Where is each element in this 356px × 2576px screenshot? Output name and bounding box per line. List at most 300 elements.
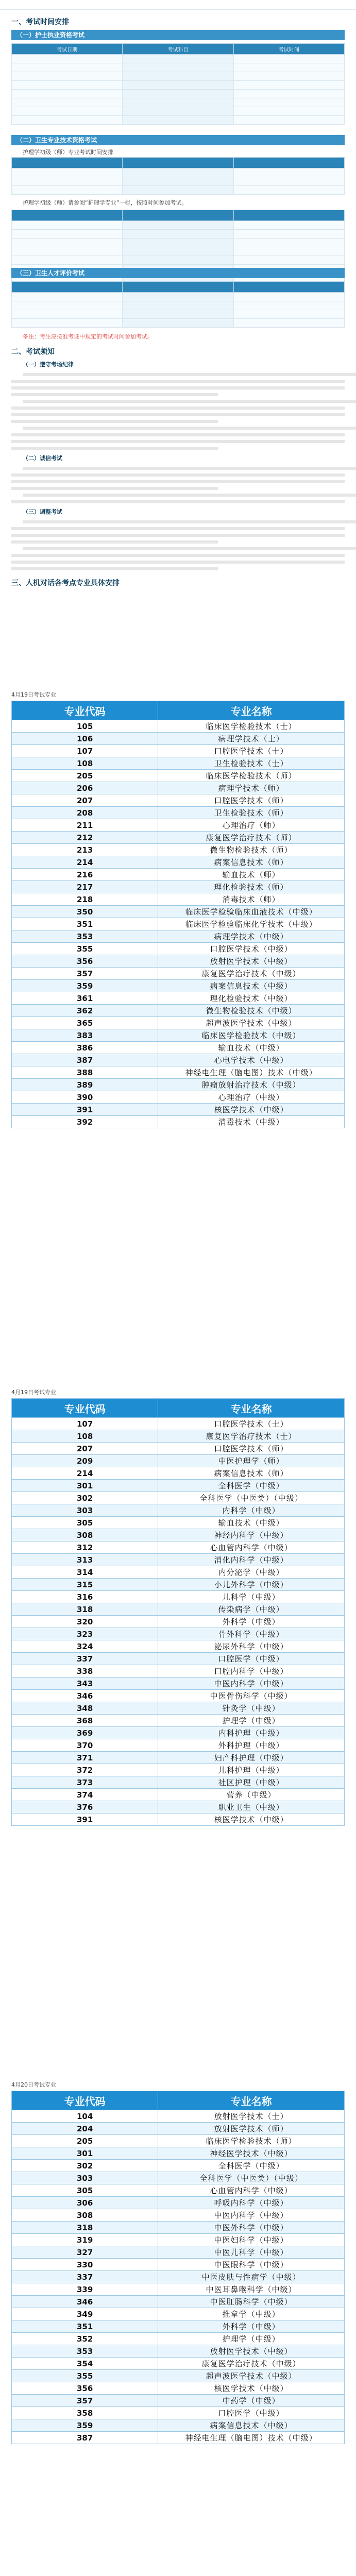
schedule-row [12, 256, 345, 265]
group-caption: 4月19日考试专业 [11, 691, 56, 698]
major-row [12, 1554, 345, 1566]
major-code: 362 [12, 1005, 158, 1017]
major-name: 泌尿外科学（中级） [158, 1640, 345, 1653]
schedule-cell [233, 98, 344, 107]
text-line [11, 447, 218, 450]
major-row [12, 943, 345, 955]
text-line [11, 420, 218, 423]
major-code: 348 [12, 1702, 158, 1715]
major-name: 消化内科学（中级） [158, 1554, 345, 1566]
major-row [12, 906, 345, 918]
major-row [12, 720, 345, 733]
major-row [12, 2432, 345, 2444]
major-row [12, 930, 345, 943]
schedule-cell [123, 230, 233, 239]
major-row [12, 2382, 345, 2395]
schedule-cell [233, 239, 344, 247]
major-code: 302 [12, 1492, 158, 1504]
text-line [23, 494, 356, 497]
major-code: 301 [12, 1480, 158, 1492]
major-name: 放射医学技术（师） [158, 2123, 345, 2135]
schedule-cell [123, 319, 233, 328]
exam-time-section [11, 16, 345, 27]
major-name: 中医护理学（师） [158, 1455, 345, 1467]
major-code: 207 [12, 1443, 158, 1455]
major-row [12, 1504, 345, 1517]
major-code: 387 [12, 2432, 158, 2444]
major-row [12, 794, 345, 807]
major-row [12, 1739, 345, 1752]
schedule-row [12, 293, 345, 301]
major-row [12, 1616, 345, 1628]
major-row [12, 844, 345, 856]
major-row [12, 2147, 345, 2160]
schedule-cell [123, 63, 233, 72]
schedule-cell [123, 107, 233, 116]
major-code: 391 [12, 1104, 158, 1116]
major-name: 心理治疗（师） [158, 819, 345, 832]
major-row [12, 757, 345, 770]
major-code: 303 [12, 2172, 158, 2184]
schedule-cell [233, 63, 344, 72]
major-row [12, 745, 345, 757]
subsection-bar: （三）卫生人才评价考试 [11, 268, 345, 278]
schedule-cell [233, 230, 344, 239]
major-row [12, 1764, 345, 1776]
table-header: 考试时间 [233, 44, 344, 55]
major-group-1 [11, 689, 345, 1128]
schedule-table [11, 281, 345, 328]
major-name: 临床医学检验技术（中级） [158, 1029, 345, 1042]
major-code: 108 [12, 757, 158, 770]
schedule-cell [233, 168, 344, 177]
schedule-row [12, 72, 345, 81]
table-header: 考试日期 [12, 44, 123, 55]
major-name: 放射医学技术（士） [158, 2110, 345, 2123]
major-row [12, 1029, 345, 1042]
major-code: 339 [12, 2283, 158, 2296]
schedule-cell [12, 301, 123, 310]
major-name: 妇产科护理（中级） [158, 1752, 345, 1764]
major-name: 临床医学检验临床血液技术（中级） [158, 906, 345, 918]
major-row [12, 832, 345, 844]
notice-text [11, 373, 345, 450]
major-name: 口腔医学技术（士） [158, 1418, 345, 1430]
major-name: 外科学（中级） [158, 2320, 345, 2333]
major-name: 病案信息技术（中级） [158, 2419, 345, 2432]
major-name: 全科医学（中医类）（中级） [158, 2172, 345, 2184]
major-code: 315 [12, 1579, 158, 1591]
major-code: 327 [12, 2246, 158, 2259]
major-code: 107 [12, 1418, 158, 1430]
schedule-cell [12, 98, 123, 107]
major-row [12, 893, 345, 906]
major-code: 368 [12, 1715, 158, 1727]
major-name: 病案信息技术（中级） [158, 980, 345, 992]
schedule-cell [233, 90, 344, 98]
major-code: 352 [12, 2333, 158, 2345]
major-code: 105 [12, 720, 158, 733]
major-name: 中医骨伤科学（中级） [158, 1690, 345, 1702]
schedule-cell [12, 247, 123, 256]
major-row [12, 1005, 345, 1017]
schedule-row [12, 230, 345, 239]
major-name: 超声波医学技术（中级） [158, 2370, 345, 2382]
schedule-row [12, 186, 345, 195]
major-row [12, 1418, 345, 1430]
major-table [11, 1398, 345, 1826]
text-line [11, 406, 345, 410]
major-code: 209 [12, 1455, 158, 1467]
schedule-cell [12, 116, 123, 125]
text-line [11, 500, 345, 503]
nurse-exam-block [11, 30, 345, 125]
major-row [12, 2333, 345, 2345]
paragraph: 护理学初级（师）请参阅“护理学专业”一栏，按照时间参加考试。 [23, 199, 188, 206]
schedule-cell [12, 310, 123, 319]
major-row [12, 1677, 345, 1690]
major-name: 放射医学技术（中级） [158, 2345, 345, 2358]
schedule-cell [233, 107, 344, 116]
schedule-cell [233, 221, 344, 230]
notice-subtitle: （一）遵守考场纪律 [23, 361, 74, 368]
text-line [11, 413, 345, 416]
major-name: 骨外科学（中级） [158, 1628, 345, 1640]
text-line [11, 433, 345, 436]
subsection-bar: （一）护士执业资格考试 [11, 30, 345, 40]
major-name: 核医学技术（中级） [158, 1104, 345, 1116]
schedule-row [12, 116, 345, 125]
text-line [11, 567, 218, 570]
schedule-cell [123, 55, 233, 63]
schedule-cell [12, 177, 123, 186]
major-name: 临床医学检验临床化学技术（中级） [158, 918, 345, 930]
major-group-2 [11, 1387, 345, 1826]
major-code: 312 [12, 1541, 158, 1554]
schedule-cell [12, 319, 123, 328]
major-code: 318 [12, 1603, 158, 1616]
schedule-cell [233, 177, 344, 186]
schedule-table [11, 157, 345, 195]
major-name: 神经电生理（脑电图）技术（中级） [158, 1066, 345, 1079]
major-code: 371 [12, 1752, 158, 1764]
major-row [12, 1603, 345, 1616]
schedule-row [12, 55, 345, 63]
major-code: 365 [12, 1017, 158, 1029]
text-line [23, 400, 356, 403]
major-row [12, 1116, 345, 1128]
major-code: 350 [12, 906, 158, 918]
major-code: 318 [12, 2222, 158, 2234]
schedule-cell [233, 72, 344, 81]
major-row [12, 1776, 345, 1789]
major-code: 388 [12, 1066, 158, 1079]
major-name: 神经电生理（脑电图）技术（中级） [158, 2432, 345, 2444]
schedule-cell [123, 310, 233, 319]
major-code: 358 [12, 2407, 158, 2419]
major-name: 中医肛肠科学（中级） [158, 2296, 345, 2308]
schedule-cell [12, 72, 123, 81]
major-name: 放射医学技术（中级） [158, 955, 345, 968]
major-code: 106 [12, 733, 158, 745]
schedule-cell [123, 293, 233, 301]
schedule-cell [12, 239, 123, 247]
text-line [11, 527, 345, 530]
major-row [12, 992, 345, 1005]
text-line [23, 427, 356, 430]
major-row [12, 1066, 345, 1079]
major-name: 全科医学（中医类）（中级） [158, 1492, 345, 1504]
major-code: 389 [12, 1079, 158, 1091]
major-code: 305 [12, 1517, 158, 1529]
major-code: 337 [12, 2271, 158, 2283]
major-name: 临床医学检验技术（师） [158, 770, 345, 782]
major-row [12, 968, 345, 980]
major-row [12, 2395, 345, 2407]
major-name: 康复医学治疗技术（士） [158, 1430, 345, 1443]
major-row [12, 1690, 345, 1702]
schedule-cell [12, 90, 123, 98]
major-name: 口腔医学（中级） [158, 2407, 345, 2419]
major-name: 临床医学检验技术（士） [158, 720, 345, 733]
major-name: 内科学（中级） [158, 1504, 345, 1517]
text-line [11, 554, 345, 557]
major-name: 口腔医学技术（中级） [158, 943, 345, 955]
schedule-row [12, 63, 345, 72]
major-code: 359 [12, 2419, 158, 2432]
major-row [12, 1665, 345, 1677]
text-line [11, 561, 345, 564]
talent-exam-block [11, 268, 345, 342]
schedule-cell [12, 256, 123, 265]
major-code: 392 [12, 1116, 158, 1128]
major-row [12, 2197, 345, 2209]
text-line [11, 386, 345, 389]
major-code: 319 [12, 2234, 158, 2246]
header-name: 专业名称 [158, 1399, 345, 1418]
major-row [12, 1104, 345, 1116]
schedule-cell [123, 177, 233, 186]
major-row [12, 955, 345, 968]
text-line [23, 373, 356, 376]
major-row [12, 856, 345, 869]
major-row [12, 2234, 345, 2246]
schedule-row [12, 98, 345, 107]
major-name: 外科学（中级） [158, 1616, 345, 1628]
major-code: 355 [12, 2370, 158, 2382]
major-name: 护理学（中级） [158, 2333, 345, 2345]
major-code: 359 [12, 980, 158, 992]
major-row [12, 1042, 345, 1054]
major-row [12, 2419, 345, 2432]
schedule-cell [233, 301, 344, 310]
major-row [12, 1054, 345, 1066]
major-name: 神经医学技术（中级） [158, 2147, 345, 2160]
major-code: 346 [12, 1690, 158, 1702]
major-name: 儿科学（中级） [158, 1591, 345, 1603]
subsection-bar: （二）卫生专业技术资格考试 [11, 135, 345, 145]
major-name: 中医外科学（中级） [158, 2222, 345, 2234]
major-code: 308 [12, 2209, 158, 2222]
major-row [12, 1566, 345, 1579]
schedule-cell [12, 63, 123, 72]
major-row [12, 1091, 345, 1104]
notice-subtitle: （三）调整考试 [23, 509, 62, 515]
major-row [12, 2246, 345, 2259]
major-row [12, 881, 345, 893]
table-header: 考试科目 [123, 44, 233, 55]
schedule-row [12, 301, 345, 310]
schedule-cell [233, 256, 344, 265]
major-code: 104 [12, 2110, 158, 2123]
major-row [12, 1079, 345, 1091]
major-name: 心血管内科学（中级） [158, 1541, 345, 1554]
major-code: 372 [12, 1764, 158, 1776]
major-name: 中药学（中级） [158, 2395, 345, 2407]
major-name: 社区护理（中级） [158, 1776, 345, 1789]
major-code: 353 [12, 2345, 158, 2358]
text-line [11, 534, 345, 537]
schedule-cell [123, 301, 233, 310]
major-name: 儿科护理（中级） [158, 1764, 345, 1776]
section-title: 一、考试时间安排 [11, 18, 69, 26]
major-code: 204 [12, 2123, 158, 2135]
major-name: 卫生检验技术（师） [158, 807, 345, 819]
major-code: 314 [12, 1566, 158, 1579]
text-line [11, 480, 345, 483]
major-code: 108 [12, 1430, 158, 1443]
schedule-row [12, 221, 345, 230]
major-row [12, 1541, 345, 1554]
schedule-row [12, 247, 345, 256]
major-name: 小儿外科学（中级） [158, 1579, 345, 1591]
major-code: 390 [12, 1091, 158, 1104]
major-row [12, 1628, 345, 1640]
major-code: 356 [12, 2382, 158, 2395]
major-code: 349 [12, 2308, 158, 2320]
major-name: 中医皮肤与性病学（中级） [158, 2271, 345, 2283]
major-code: 338 [12, 1665, 158, 1677]
major-code: 373 [12, 1776, 158, 1789]
major-code: 212 [12, 832, 158, 844]
major-code: 391 [12, 1814, 158, 1826]
schedule-row [12, 90, 345, 98]
text-line [11, 440, 345, 443]
major-name: 消毒技术（师） [158, 893, 345, 906]
schedule-cell [123, 247, 233, 256]
major-code: 211 [12, 819, 158, 832]
major-code: 313 [12, 1554, 158, 1566]
major-code: 337 [12, 1653, 158, 1665]
schedule-cell [123, 90, 233, 98]
major-name: 推拿学（中级） [158, 2308, 345, 2320]
major-row [12, 1653, 345, 1665]
major-row [12, 733, 345, 745]
major-row [12, 2110, 345, 2123]
major-name: 康复医学治疗技术（师） [158, 832, 345, 844]
major-name: 病理学技术（中级） [158, 930, 345, 943]
major-name: 中医内科学（中级） [158, 1677, 345, 1690]
schedule-cell [233, 293, 344, 301]
section-title: 二、考试须知 [11, 348, 55, 356]
text-line [11, 473, 345, 477]
major-code: 308 [12, 1529, 158, 1541]
major-code: 354 [12, 2358, 158, 2370]
notice-text [11, 520, 345, 570]
schedule-cell [233, 247, 344, 256]
schedule-row [12, 177, 345, 186]
major-code: 213 [12, 844, 158, 856]
major-row [12, 1801, 345, 1814]
major-name: 针灸学（中级） [158, 1702, 345, 1715]
group-caption: 4月19日考试专业 [11, 1389, 56, 1396]
major-table [11, 701, 345, 1128]
header-code: 专业代码 [12, 2091, 158, 2110]
schedule-cell [123, 98, 233, 107]
major-code: 386 [12, 1042, 158, 1054]
major-row [12, 2222, 345, 2234]
major-name: 心血管内科学（中级） [158, 2184, 345, 2197]
major-row [12, 1517, 345, 1529]
text-line [11, 540, 218, 544]
header-code: 专业代码 [12, 1399, 158, 1418]
red-note: 备注：考生应按准考证中规定的考试时间参加考试。 [23, 333, 153, 340]
group-caption: 4月20日考试专业 [11, 2081, 56, 2088]
major-code: 303 [12, 1504, 158, 1517]
text-line [23, 520, 356, 523]
major-name: 病案信息技术（师） [158, 856, 345, 869]
major-row [12, 1579, 345, 1591]
major-row [12, 1727, 345, 1739]
schedule-cell [233, 310, 344, 319]
major-code: 355 [12, 943, 158, 955]
section-title: 三、人机对话各考点专业具体安排 [11, 579, 120, 587]
major-name: 神经内科学（中级） [158, 1529, 345, 1541]
major-code: 216 [12, 869, 158, 881]
major-row [12, 1640, 345, 1653]
major-name: 病理学技术（士） [158, 733, 345, 745]
major-code: 206 [12, 782, 158, 794]
major-code: 324 [12, 1640, 158, 1653]
text-line [11, 487, 218, 490]
schedule-cell [123, 81, 233, 90]
header-name: 专业名称 [158, 701, 345, 720]
major-row [12, 1480, 345, 1492]
major-name: 康复医学治疗技术（中级） [158, 968, 345, 980]
major-name: 职业卫生（中级） [158, 1801, 345, 1814]
major-name: 中医妇科学（中级） [158, 2234, 345, 2246]
major-name: 病案信息技术（师） [158, 1467, 345, 1480]
major-name: 心理治疗（中级） [158, 1091, 345, 1104]
notice-section [11, 346, 345, 588]
major-code: 323 [12, 1628, 158, 1640]
major-row [12, 980, 345, 992]
major-code: 369 [12, 1727, 158, 1739]
major-row [12, 2184, 345, 2197]
major-code: 218 [12, 893, 158, 906]
paragraph: 护理学初级（师）专业考试时间安排 [23, 149, 113, 156]
major-row [12, 1492, 345, 1504]
major-code: 383 [12, 1029, 158, 1042]
major-row [12, 2209, 345, 2222]
major-row [12, 1430, 345, 1443]
major-name: 传染病学（中级） [158, 1603, 345, 1616]
schedule-cell [12, 81, 123, 90]
major-code: 306 [12, 2197, 158, 2209]
major-code: 356 [12, 955, 158, 968]
major-name: 口腔医学（中级） [158, 1653, 345, 1665]
major-row [12, 2308, 345, 2320]
